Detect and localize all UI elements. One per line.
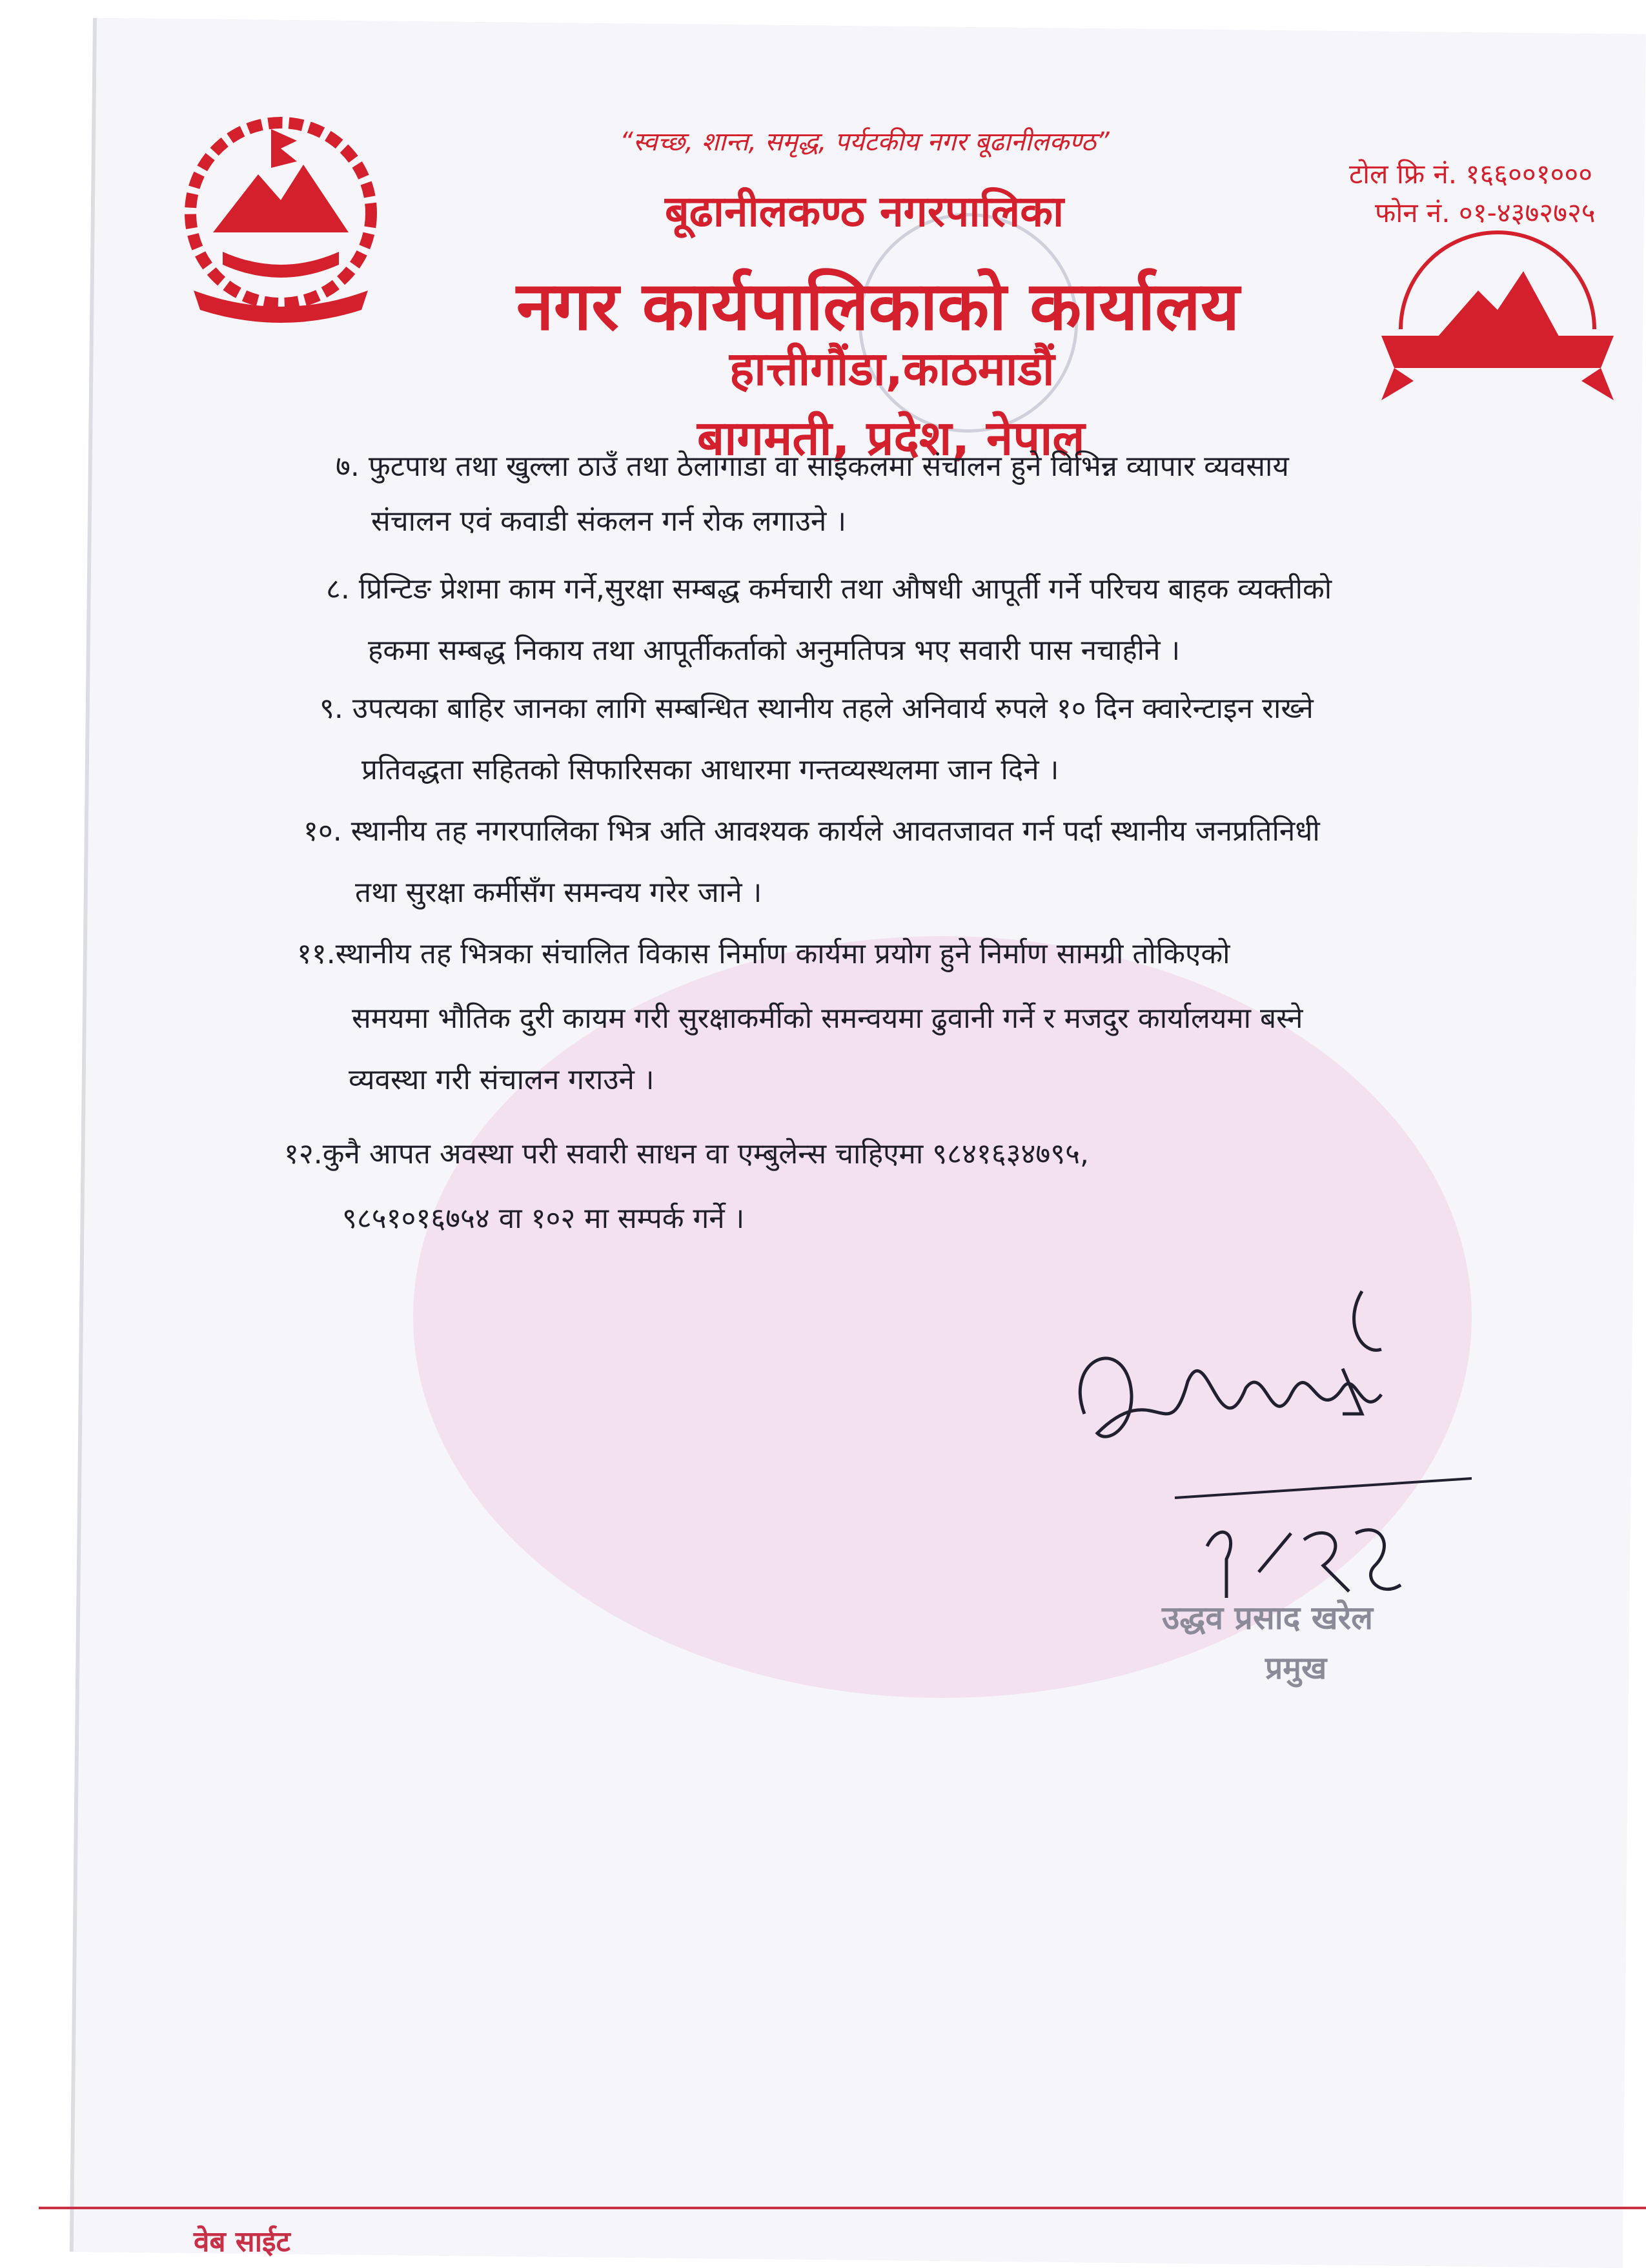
directive-line: हकमा सम्बद्ध निकाय तथा आपूर्तीकर्ताको अनुमतिपत्र भए सवारी पास नचाहीने । — [368, 634, 1181, 667]
address-line-1: हात्तीगौंडा,काठमाडौं — [729, 342, 1055, 396]
office-title: नगर कार्यपालिकाको कार्यालय — [516, 267, 1240, 345]
directive-line: ९. उपत्यका बाहिर जानका लागि सम्बन्धित स्थानीय तहले अनिवार्य रुपले १० दिन क्वारेन्टाइन राख्ने — [320, 692, 1314, 725]
address-line-2: बागमती, प्रदेश, नेपाल — [697, 411, 1085, 466]
directive-line: समयमा भौतिक दुरी कायम गरी सुरक्षाकर्मीको समन्वयमा ढुवानी गर्ने र मजदुर कार्यालयमा बस्ने — [352, 1002, 1303, 1035]
directive-line: संचालन एवं कवाडी संकलन गर्न रोक लगाउने । — [371, 505, 846, 538]
footer-divider — [39, 2207, 1646, 2209]
directive-line: ७. फुटपाथ तथा खुल्ला ठाउँ तथा ठेलागाडा वा साइकलमा संचालन हुने विभिन्न व्यापार व्यवसाय — [336, 450, 1289, 483]
directive-line: तथा सुरक्षा कर्मीसँग समन्वय गरेर जाने । — [355, 876, 762, 909]
toll-free-number: टोल फ्रि नं. १६६००१००० — [1349, 158, 1593, 190]
directive-line: १२.कुनै आपत अवस्था परी सवारी साधन वा एम्बुलेन्स चाहिएमा ९८४१६३४७९५, — [284, 1138, 1089, 1170]
directive-line: ८. प्रिन्टिङ प्रेशमा काम गर्ने,सुरक्षा सम्बद्ध कर्मचारी तथा औषधी आपूर्ती गर्ने परिचय बाहक व्यक्तीको — [326, 573, 1332, 606]
signatory-name: उद्धव प्रसाद खरेल — [1162, 1599, 1373, 1637]
directive-line: ११.स्थानीय तह भित्रका संचालित विकास निर्माण कार्यमा प्रयोग हुने निर्माण सामग्री तोकिएको — [297, 937, 1230, 970]
handwritten-signature — [1059, 1285, 1472, 1504]
directive-line: व्यवस्था गरी संचालन गराउने । — [349, 1063, 655, 1096]
phone-number: फोन नं. ०१-४३७२७२५ — [1375, 197, 1596, 229]
municipality-logo-icon — [1375, 220, 1620, 413]
footer-website: वेब साईट — [194, 2225, 290, 2258]
signatory-title: प्रमुख — [1265, 1650, 1327, 1686]
nepal-coat-of-arms-icon — [174, 103, 387, 336]
directive-line: १०. स्थानीय तह नगरपालिका भित्र अति आवश्यक कार्यले आवतजावत गर्न पर्दा स्थानीय जनप्रतिनिधी — [303, 815, 1320, 848]
slogan: “स्वच्छ, शान्त, समृद्ध, पर्यटकीय नगर बूढानीलकण्ठ” — [620, 127, 1110, 157]
signature-date — [1201, 1507, 1407, 1604]
municipality-name: बूढानीलकण्ठ नगरपालिका — [665, 187, 1064, 236]
directive-line: प्रतिवद्धता सहितको सिफारिसका आधारमा गन्तव्यस्थलमा जान दिने । — [361, 753, 1059, 786]
directive-line: ९८५१०१६७५४ वा १०२ मा सम्पर्क गर्ने । — [342, 1202, 745, 1235]
